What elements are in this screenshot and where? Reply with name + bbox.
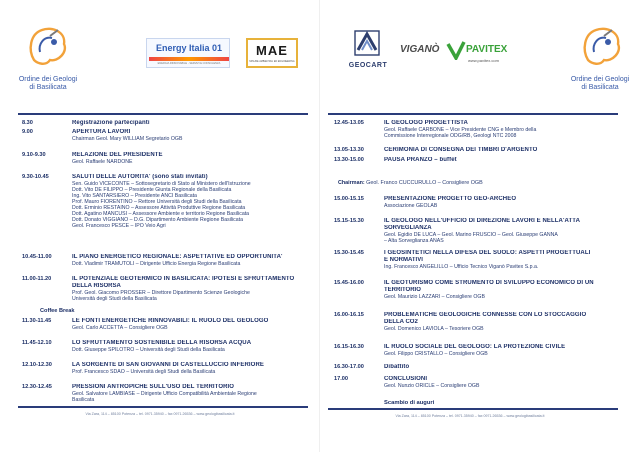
ogb-logo-line1: Ordine dei Geologi [570,76,630,83]
sponsor-vigano-logo [400,40,520,68]
program-detail: Dott. Agatino MANCUSI – Assessore Ambiente e territorio Regione Basilicata [72,211,250,217]
left-top-rule [18,113,308,115]
program-detail: Ing. Francesco ANGELILLO – Ufficio Tecnico Viganò Pavitex S.p.a. [384,264,539,270]
program-detail: Geol. Salvatore LAMBIASE – Dirigente Ufficio Compatibilità Ambientale Regione [72,391,257,397]
program-detail: Commissione Interregionale ODG/RB, Geologi NTC 2008 [384,133,517,139]
sponsor-energy-tagline: ENERGIA RINNOVABILE - SERVIZI E CONSULENZA [157,62,221,65]
program-time: 17.00 [334,376,348,382]
program-title: Dibattito [384,364,410,370]
program-detail: Prof. Francesco SDAO – Università degli Studi della Basilicata [72,369,216,375]
ogb-logo-line2: di Basilicata [29,84,67,91]
program-detail: Basilicata [72,397,95,403]
program-title: LA SORGENTE DI SAN GIOVANNI DI CASTELLUCCIO INFERIORE [72,362,264,368]
program-time: 9.00 [22,129,33,135]
program-detail: E NORMATIVI [384,257,423,263]
program-title: APERTURA LAVORI [72,129,131,135]
program-detail: SORVEGLIANZA [384,225,432,231]
coffee-break-label: Coffee Break [40,308,75,314]
program-title: LO SFRUTTAMENTO SOSTENIBILE DELLA RISORSA ACQUA [72,340,252,346]
sponsor-mae-logo [246,38,298,68]
right-header [320,0,640,110]
program-title: IL POTENZIALE GEOTERMICO IN BASILICATA: IPOTESI E SFRUTTAMENTO [72,276,295,282]
program-time: 12.10-12.30 [22,362,52,368]
right-footer: Via Zara, 114 – 85100 Potenza – tel. 0971.35940 – fax 0971.26536 – www.geologibasilicata.it [395,414,545,418]
ogb-logo-line2: di Basilicata [581,84,619,91]
program-detail: Geol. Raffaele NARDONE [72,159,133,165]
program-detail: Chairman Geol. Mary WILLIAM Segretario OGB [72,136,183,142]
program-time: 13.05-13.30 [334,147,364,153]
program-time: 12.45-13.05 [334,120,364,126]
chairman-line [338,180,483,186]
program-detail: Geol. Domenico LAVIOLA – Tesoriere OGB [384,326,484,332]
program-detail: – Alta Sorveglianza ANAS [384,238,444,244]
program-time: 13.30-15.00 [334,157,364,163]
program-title: Registrazione partecipanti [72,120,150,126]
chairman-text: Geol. Franco CUCCURULLO – Consigliere OGB [366,180,483,186]
sponsor-mae-name: MAE [256,43,288,58]
program-title: I GEOSINTETICI NELLA DIFESA DEL SUOLO: ASPETTI PROGETTUALI [384,250,591,256]
right-bottom-rule [328,408,618,410]
program-detail: Geol. Nunzio ORICLE – Consigliere OGB [384,383,480,389]
program-detail: Geol. Francesco PESCE – IPO Veio Agri [72,223,166,229]
sponsor-energy-name: Energy Italia 01 [155,43,223,53]
program-title: RELAZIONE DEL PRESIDENTE [72,152,163,158]
program-title: PROBLEMATICHE GEOLOGICHE CONNESSE CON LO STOCCAGGIO [384,312,587,318]
energy-bar-icon [149,57,229,61]
right-top-rule [328,113,618,115]
program-time: 11.45-12.10 [22,340,52,346]
program-time: 8.30 [22,120,33,126]
program-detail: Prof. Mauro FIORENTINO – Rettore Università degli Studi della Basilicata [72,199,242,205]
program-detail: Dott. Vladimir TRAMUTOLI – Dirigente Ufficio Energia Regione Basilicata [72,261,241,267]
geocart-mark-icon [354,30,380,56]
program-detail: Associazione GEOLAB [384,203,438,209]
program-title: SALUTI DELLE AUTORITA' (sono stati invitati) [72,174,208,180]
program-title: IL PIANO ENERGETICO REGIONALE: ASPETTATIVE ED OPPORTUNITA' [72,254,283,260]
sponsor-vigano-name: VIGANÒ [400,44,440,55]
sponsor-energy-logo [146,38,230,68]
left-header [0,0,320,110]
program-time: 16.15-16.30 [334,344,364,350]
program-detail: Dott. Erminio RESTAINO – Assessore Attività Produttive Regione Basilicata [72,205,246,211]
program-title: PRESSIONI ANTROPICHE SULL'USO DEL TERRITORIO [72,384,235,390]
chairman-label: Chairman: [338,180,365,186]
program-time: 9.30-10.45 [22,174,49,180]
program-detail: Geol. Egidio DE LUCA – Geol. Marino FRUSCIO – Geol. Giuseppe GANNA [384,232,558,238]
program-time: 11.30-11.45 [22,318,52,324]
program-title: IL GEOLOGO NELL'UFFICIO DI DIREZIONE LAVORI E NELLA'ATTA [384,218,581,224]
program-time: 16.30-17.00 [334,364,364,370]
program-detail: Geol. Filippo CRISTALLO – Consigliere OGB [384,351,488,357]
sponsor-geocart-name: GEOCART [348,62,388,69]
program-time: 16.00-16.15 [334,312,364,318]
program-detail: Dott. Giuseppe SPILOTRO – Università degli Studi della Basilicata [72,347,225,353]
program-time: 15.45-16.00 [334,280,364,286]
program-title: LE FONTI ENERGETICHE RINNOVABILI: IL RUOLO DEL GEOLOGO [72,318,269,324]
program-detail: DELLA RISORSA [72,283,121,289]
sponsor-geocart-logo [344,30,392,76]
program-detail: Dott. Vito DE FILIPPO – Presidente Giunta Regionale della Basilicata [72,187,232,193]
closing-label: Scambio di auguri [384,400,435,406]
ogb-logo-text [12,76,84,92]
ogb-logo-icon [24,22,72,70]
program-detail: Geol. Raffaele CARBONE – Vice Presidente CNG e Membro della [384,127,537,133]
program-detail: Dott. Donato VIGGIANO – D.G. Dipartimento Ambiente Regione Basilicata [72,217,243,223]
program-detail: DELLA CO2 [384,319,418,325]
program-title: PAUSA PRANZO – buffet [384,157,457,163]
program-title: CERIMONIA DI CONSEGNA DEI TIMBRI D'ARGENTO [384,147,538,153]
program-title: CONCLUSIONI [384,376,428,382]
program-time: 12.30-12.45 [22,384,52,390]
program-time: 10.45-11.00 [22,254,52,260]
program-detail: Sen. Guido VICECONTE – Sottosegretario di Stato al Ministero dell'Istruzione [72,181,251,187]
vigano-v-icon [446,40,466,60]
sponsor-vigano-url: www.pavitex.com [468,58,499,63]
sponsor-mae-tagline: MISURE AMBIENTALI ED ENGINEERING [249,60,295,63]
left-bottom-rule [18,406,308,408]
right-page [320,0,640,452]
program-time: 15.00-15.15 [334,196,364,202]
program-detail: Prof. Geol. Giacomo PROSSER – Direttore Dipartimento Scienze Geologiche [72,290,250,296]
program-title: IL RUOLO SOCIALE DEL GEOLOGO: LA PROTEZIONE CIVILE [384,344,566,350]
program-title: IL GEOTURISMO COME STRUMENTO DI SVILUPPO ECONOMICO DI UN [384,280,594,286]
ogb-logo-line1: Ordine dei Geologi [18,76,78,83]
program-detail: Ing. Vito SANTARSIERO – Presidente ANCI Basilicata [72,193,197,199]
program-time: 9.10-9.30 [22,152,46,158]
program-title: IL GEOLOGO PROGETTISTA [384,120,468,126]
program-detail: TERRITORIO [384,287,421,293]
sponsor-vigano-second: PAVITEX [466,44,508,55]
program-time: 15.15-15.30 [334,218,364,224]
program-detail: Geol. Carlo ACCETTA – Consigliere OGB [72,325,168,331]
program-title: PRESENTAZIONE PROGETTO GEO-ARCHEO [384,196,517,202]
program-detail: Geol. Maurizio LAZZARI – Consigliere OGB [384,294,485,300]
program-time: 15.30-15.45 [334,250,364,256]
left-footer: Via Zara, 114 – 85100 Potenza – tel. 0971.35940 – fax 0971.26536 – www.geologibasilicata.it [85,412,235,416]
ogb-logo-text [560,76,640,92]
program-time: 11.00-11.20 [22,276,52,282]
program-detail: Università degli Studi della Basilicata [72,296,157,302]
ogb-logo-icon [578,22,626,70]
